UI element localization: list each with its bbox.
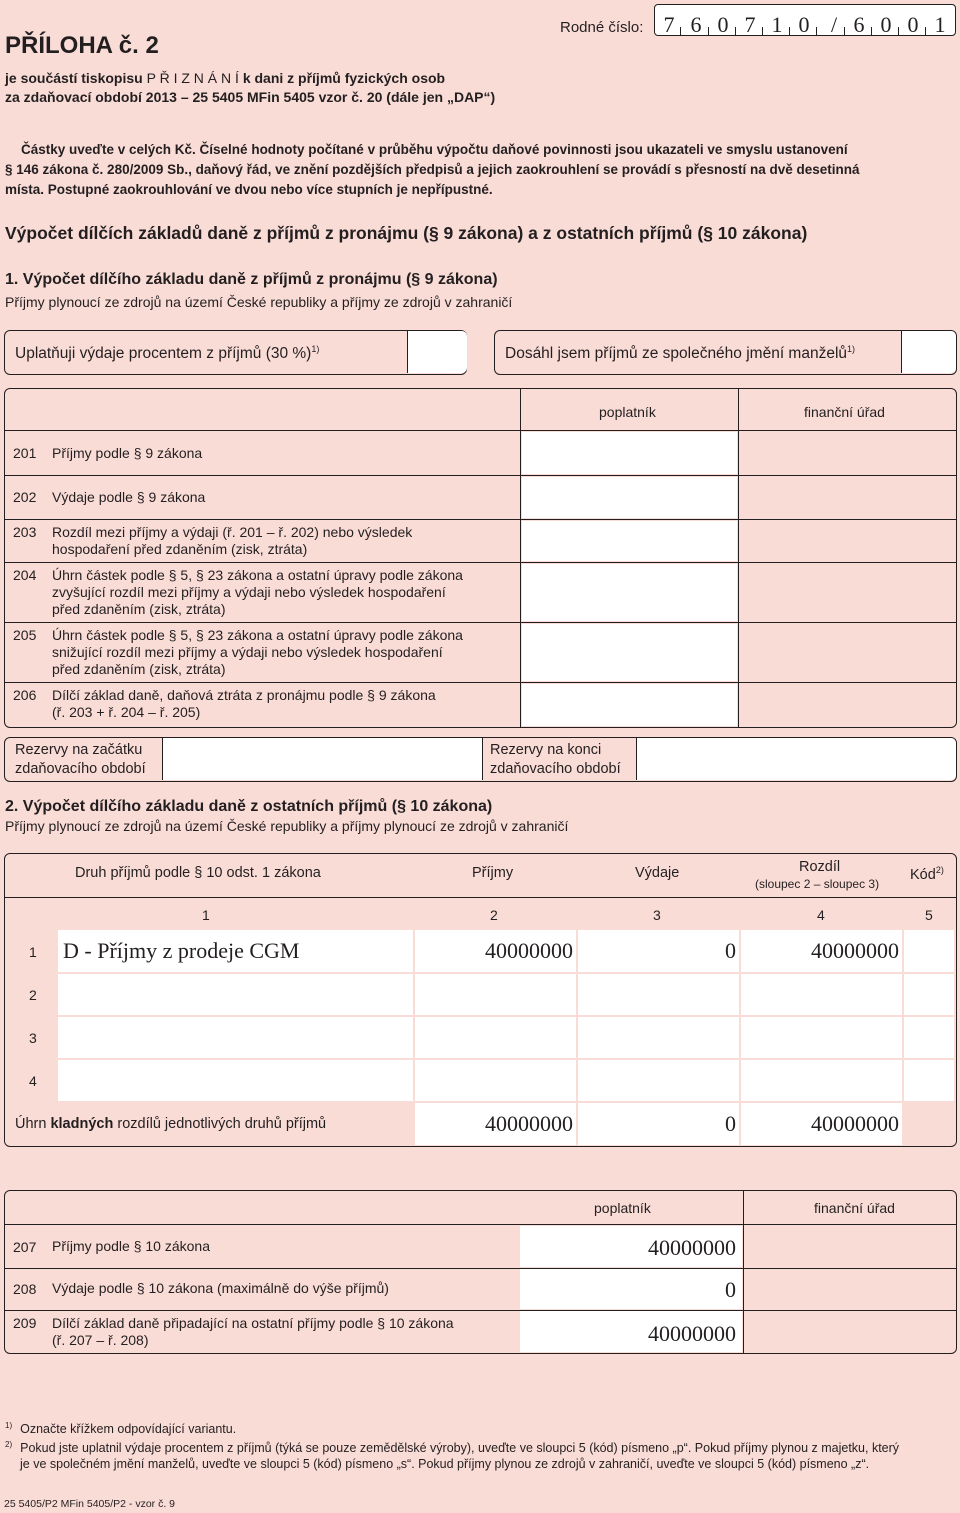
reserves-box bbox=[4, 737, 957, 782]
footnote-1: $^{1)}$ Označte křížkem odpovídající variantu. bbox=[5, 1421, 237, 1437]
colnum: 2 bbox=[490, 907, 498, 923]
rc-tick bbox=[680, 27, 681, 35]
footnote-2: $^{2)}$ Pokud jste uplatnil výdaje procentem z příjmů (týká se pouze zemědělské výroby), uveďte ve sloupci 5 (kód) písmeno „p“. Pokud příjmy plynou z majetku, který je ve společném jmění manželů, uveďte ve sloupci 5 (kód) písmeno „s“. Pokud příjmy plynou ze zdrojů v zahraničí, uveďte ve sloupci 5 (kód) písmeno „z“. bbox=[5, 1440, 900, 1472]
rc-digit: 7 bbox=[744, 12, 756, 37]
row-label: (ř. 207 – ř. 208) bbox=[52, 1332, 149, 1348]
rc-tick bbox=[762, 27, 763, 35]
row-number: 2 bbox=[29, 987, 37, 1003]
row-207-value: 40000000 bbox=[648, 1235, 736, 1260]
rc-tick bbox=[844, 27, 845, 35]
row-204-poplatnik[interactable] bbox=[522, 564, 737, 621]
reserve-start-field[interactable] bbox=[162, 738, 483, 780]
checkbox-percent[interactable] bbox=[407, 331, 467, 373]
total-label: Úhrn kladných rozdílů jednotlivých druhů příjmů bbox=[15, 1116, 327, 1132]
row4-vydaje[interactable] bbox=[578, 1060, 739, 1101]
main-heading: Výpočet dílčích základů daně z příjmů z pronájmu (§ 9 zákona) a z ostatních příjmů (§ 10 zákona) bbox=[5, 223, 808, 243]
row-number: 206 bbox=[13, 687, 37, 703]
rc-digit: / bbox=[830, 12, 838, 37]
row2-vydaje[interactable] bbox=[578, 974, 739, 1015]
subtitle-suffix: k dani z příjmů fyzických osob bbox=[242, 70, 446, 86]
form-code: 25 5405/P2 MFin 5405/P2 - vzor č. 9 bbox=[4, 1498, 176, 1510]
rc-tick bbox=[708, 27, 709, 35]
rc-digit: 7 bbox=[663, 12, 675, 37]
col-kod: Kód$^{2)}$ bbox=[910, 865, 944, 883]
row-202-poplatnik[interactable] bbox=[522, 477, 737, 518]
row-label: Výdaje podle § 10 zákona (maximálně do výše příjmů) bbox=[52, 1280, 389, 1296]
row4-rozdil[interactable] bbox=[741, 1060, 902, 1101]
checkbox-percent-label: Uplatňuji výdaje procentem z příjmů (30 %)$^{1)}$ bbox=[15, 344, 320, 363]
row-number: 4 bbox=[29, 1073, 37, 1089]
subtitle-priznani: P Ř I Z N Á N Í bbox=[146, 70, 239, 86]
row-206-poplatnik[interactable] bbox=[522, 684, 737, 726]
subtitle-line1 bbox=[5, 70, 445, 86]
row-label: před zdaněním (zisk, ztráta) bbox=[52, 661, 226, 677]
row-label: Výdaje podle § 9 zákona bbox=[52, 489, 206, 505]
intro-line: Částky uveďte v celých Kč. Číselné hodnoty počítané v průběhu výpočtu daňové povinnosti jsou ukazateli ve smyslu ustanovení bbox=[21, 142, 848, 157]
row3-kod[interactable] bbox=[904, 1017, 954, 1058]
row-209-value: 40000000 bbox=[648, 1321, 736, 1346]
row-number: 3 bbox=[29, 1030, 37, 1046]
row-208-value: 0 bbox=[725, 1277, 736, 1302]
col-poplatnik: poplatník bbox=[594, 1200, 651, 1216]
intro-line: místa. Postupné zaokrouhlování ve dvou nebo více stupních je nepřípustné. bbox=[5, 182, 493, 197]
row-label: zvyšující rozdíl mezi příjmy a výdaji nebo výsledek hospodaření bbox=[52, 584, 446, 600]
footnote-ref: 2) bbox=[935, 865, 944, 875]
rodne-cislo-label: Rodné číslo: bbox=[560, 19, 644, 36]
subtitle-prefix: je součástí tiskopisu bbox=[5, 70, 143, 86]
row-label: Rozdíl mezi příjmy a výdaji (ř. 201 – ř. 202) nebo výsledek bbox=[52, 524, 413, 540]
row-label: před zdaněním (zisk, ztráta) bbox=[52, 601, 226, 617]
intro-line: § 146 zákona č. 280/2009 Sb., daňový řád, ve znění pozdějších předpisů a jejich zaokrouhlení se provádí s přesností na dvě desetinná bbox=[5, 162, 860, 177]
rc-digit: 0 bbox=[880, 12, 892, 37]
section2-table bbox=[4, 853, 957, 1147]
footnote-ref: 1) bbox=[311, 344, 320, 354]
rc-tick bbox=[789, 27, 790, 35]
row2-kod[interactable] bbox=[904, 974, 954, 1015]
col-financni-urad: finanční úřad bbox=[804, 404, 885, 420]
reserve-start-label: Rezervy na začátku zdaňovacího období bbox=[15, 742, 146, 777]
row-205-poplatnik[interactable] bbox=[522, 624, 737, 681]
row1-vydaje-value: 0 bbox=[725, 938, 736, 963]
checkbox-spouse-label: Dosáhl jsem příjmů ze společného jmění manželů$^{1)}$ bbox=[505, 344, 856, 363]
row2-druh[interactable] bbox=[58, 974, 413, 1015]
row-number: 201 bbox=[13, 445, 37, 461]
col-vydaje: Výdaje bbox=[635, 865, 680, 881]
rc-tick bbox=[898, 27, 899, 35]
section1-subheading: Příjmy plynoucí ze zdrojů na území České republiky a příjmy ze zdrojů v zahraničí bbox=[5, 294, 513, 310]
col-prijmy: Příjmy bbox=[472, 865, 514, 881]
total-vydaje-value: 0 bbox=[725, 1111, 736, 1136]
row1-rozdil-value: 40000000 bbox=[811, 938, 899, 963]
row3-prijmy[interactable] bbox=[415, 1017, 576, 1058]
row1-kod[interactable] bbox=[904, 930, 954, 972]
col-rozdil-sub: (sloupec 2 – sloupec 3) bbox=[755, 877, 880, 891]
row4-kod[interactable] bbox=[904, 1060, 954, 1101]
rc-tick bbox=[871, 27, 872, 35]
total-rozdil-value: 40000000 bbox=[811, 1111, 899, 1136]
rc-tick bbox=[735, 27, 736, 35]
footnote-ref: 1) bbox=[847, 344, 856, 354]
row1-prijmy-value: 40000000 bbox=[485, 938, 573, 963]
row-label: hospodaření před zdaněním (zisk, ztráta) bbox=[52, 541, 308, 557]
col-druh: Druh příjmů podle § 10 odst. 1 zákona bbox=[75, 865, 321, 881]
col-poplatnik: poplatník bbox=[599, 404, 656, 420]
section1-heading: 1. Výpočet dílčího základu daně z příjmů z pronájmu (§ 9 zákona) bbox=[5, 271, 498, 288]
intro-text bbox=[5, 140, 960, 200]
col-rozdil: Rozdíl bbox=[799, 859, 841, 875]
reserve-end-field[interactable] bbox=[636, 738, 956, 780]
colnum: 5 bbox=[925, 907, 933, 923]
row4-druh[interactable] bbox=[58, 1060, 413, 1101]
total-prijmy-value: 40000000 bbox=[485, 1111, 573, 1136]
subtitle-line2: za zdaňovací období 2013 – 25 5405 MFin 5405 vzor č. 20 (dále jen „DAP“) bbox=[5, 89, 496, 105]
rc-digit: 1 bbox=[771, 12, 783, 37]
row-label: Úhrn částek podle § 5, § 23 zákona a ostatní úpravy podle zákona bbox=[52, 567, 463, 583]
colnum: 3 bbox=[653, 907, 661, 923]
row-number: 203 bbox=[13, 524, 37, 540]
row-number: 209 bbox=[13, 1315, 37, 1331]
rodne-cislo-field[interactable] bbox=[654, 4, 956, 36]
reserve-end-label: Rezervy na konci zdaňovacího období bbox=[490, 742, 621, 777]
row3-vydaje[interactable] bbox=[578, 1017, 739, 1058]
row-label: (ř. 203 + ř. 204 – ř. 205) bbox=[52, 704, 201, 720]
row-number: 205 bbox=[13, 627, 37, 643]
checkbox-spouse[interactable] bbox=[901, 331, 956, 373]
row2-rozdil[interactable] bbox=[741, 974, 902, 1015]
row-label: Úhrn částek podle § 5, § 23 zákona a ostatní úpravy podle zákona bbox=[52, 627, 463, 643]
row-label: Dílčí základ daně, daňová ztráta z pronájmu podle § 9 zákona bbox=[52, 687, 436, 703]
section1-table bbox=[4, 388, 957, 728]
row-203-poplatnik[interactable] bbox=[522, 521, 737, 561]
rc-digit: 6 bbox=[690, 12, 702, 37]
checkbox-spouse-box bbox=[494, 330, 957, 375]
rc-digit: 0 bbox=[907, 12, 919, 37]
row-201-poplatnik[interactable] bbox=[522, 432, 737, 474]
row-number: 1 bbox=[29, 944, 37, 960]
rc-digit: 0 bbox=[798, 12, 810, 37]
row-label: Příjmy podle § 9 zákona bbox=[52, 445, 203, 461]
rc-digit: 1 bbox=[934, 12, 946, 37]
row-number: 208 bbox=[13, 1281, 37, 1297]
checkbox-percent-box bbox=[4, 330, 467, 375]
colnum: 1 bbox=[202, 907, 210, 923]
colnum: 4 bbox=[817, 907, 825, 923]
row3-rozdil[interactable] bbox=[741, 1017, 902, 1058]
row-number: 202 bbox=[13, 489, 37, 505]
col-financni-urad: finanční úřad bbox=[814, 1200, 895, 1216]
row2-prijmy[interactable] bbox=[415, 974, 576, 1015]
rc-tick bbox=[816, 27, 817, 35]
section2-heading: 2. Výpočet dílčího základu daně z ostatních příjmů (§ 10 zákona) bbox=[5, 798, 493, 815]
page-title: PŘÍLOHA č. 2 bbox=[5, 32, 159, 59]
row-number: 204 bbox=[13, 567, 37, 583]
rc-digit: 0 bbox=[717, 12, 729, 37]
rc-tick bbox=[925, 27, 926, 35]
row1-druh-value: D - Příjmy z prodeje CGM bbox=[63, 938, 300, 963]
row4-prijmy[interactable] bbox=[415, 1060, 576, 1101]
section2-subheading: Příjmy plynoucí ze zdrojů na území České republiky a příjmy plynoucí ze zdrojů v zahraničí bbox=[5, 818, 569, 834]
row3-druh[interactable] bbox=[58, 1017, 413, 1058]
section3-table bbox=[4, 1190, 957, 1354]
row-label: snižující rozdíl mezi příjmy a výdaji nebo výsledek hospodaření bbox=[52, 644, 443, 660]
rc-digit: 6 bbox=[853, 12, 865, 37]
row-label: Dílčí základ daně připadající na ostatní příjmy podle § 10 zákona bbox=[52, 1315, 454, 1331]
row-number: 207 bbox=[13, 1239, 37, 1255]
row-label: Příjmy podle § 10 zákona bbox=[52, 1238, 210, 1254]
